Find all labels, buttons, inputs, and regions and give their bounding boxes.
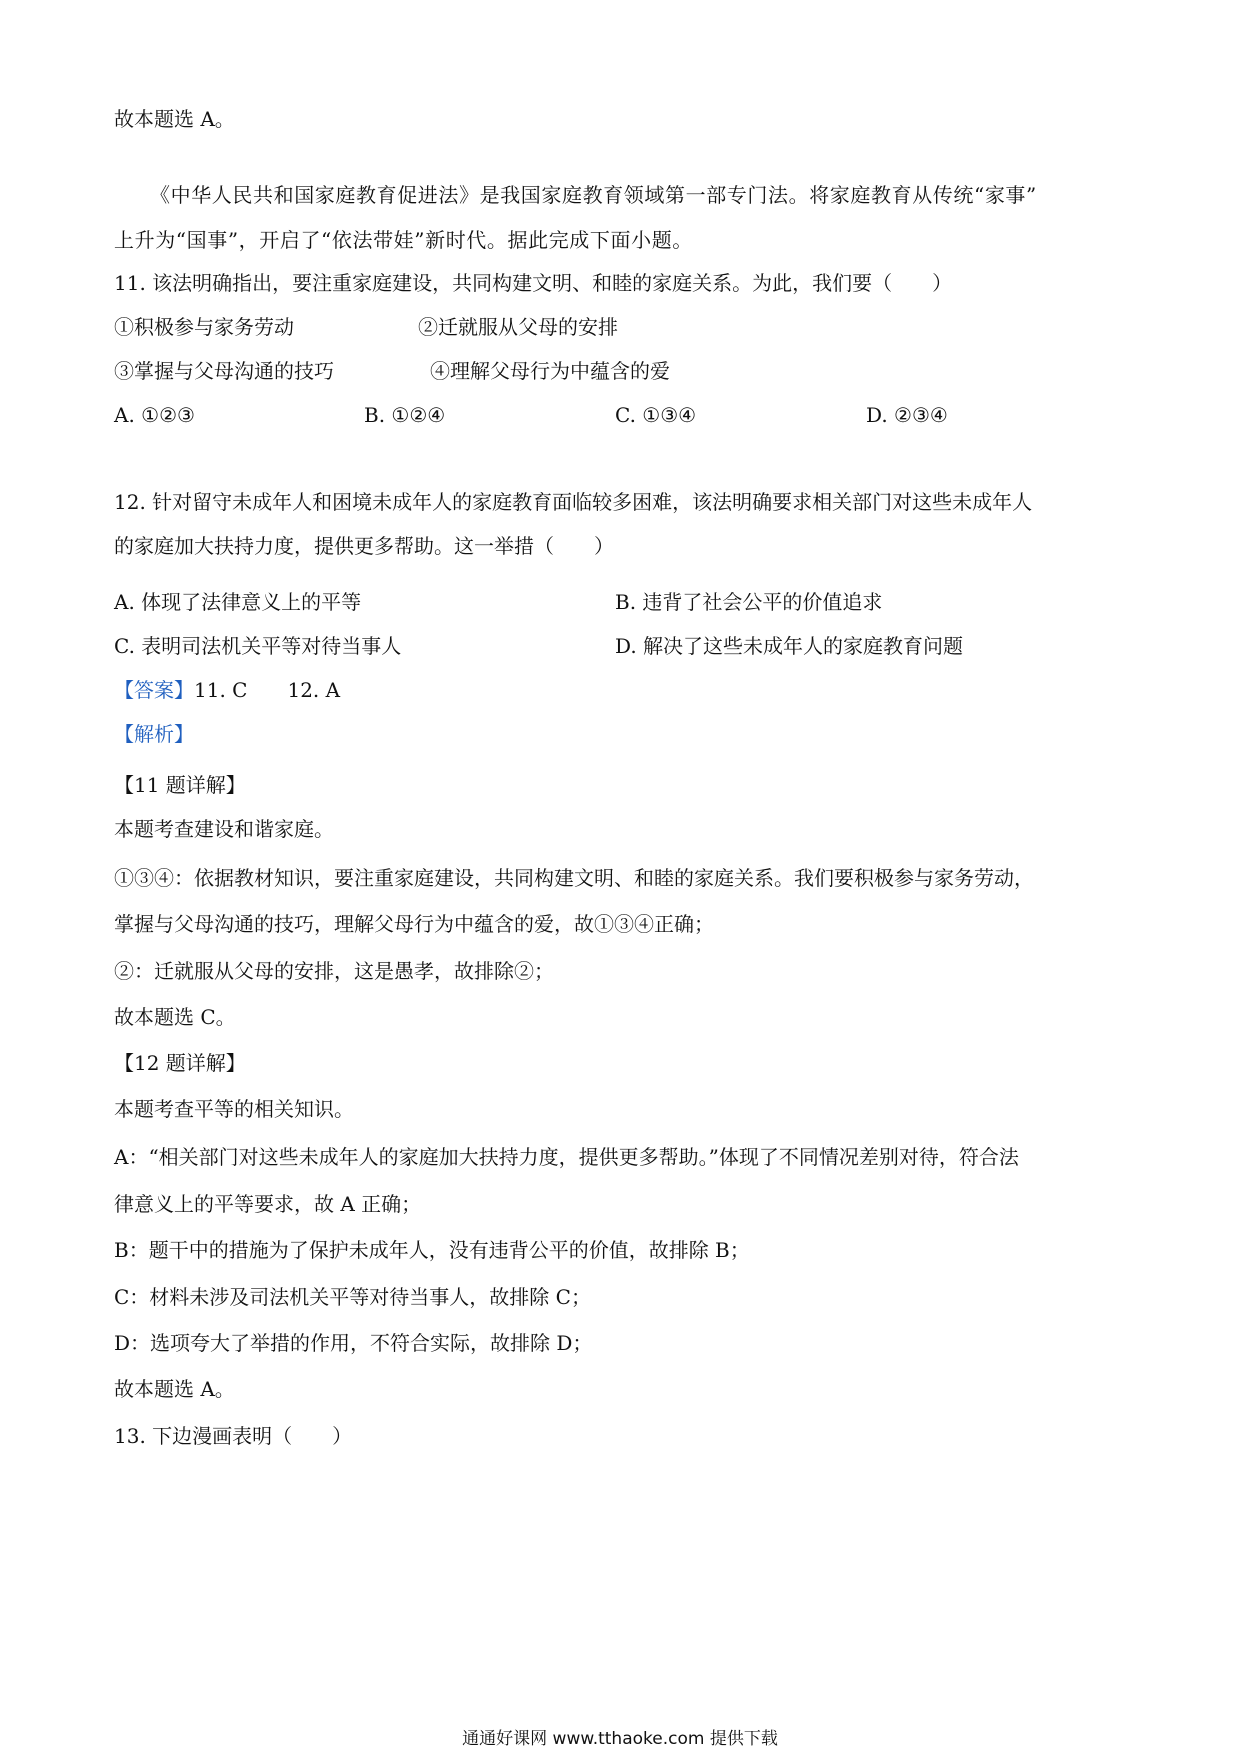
q12-option-c: C. 表明司法机关平等对待当事人: [114, 634, 402, 658]
q12-option-a: A. 体现了法律意义上的平等: [114, 590, 362, 614]
conclusion-line: 故本题选 A。: [114, 107, 235, 131]
question-13-stem: 13. 下边漫画表明（ ）: [114, 1424, 353, 1448]
intro-paragraph-line: 上升为“国事”，开启了“依法带娃”新时代。据此完成下面小题。: [114, 228, 693, 252]
page-footer: 通通好课网 www.tthaoke.com 提供下载: [462, 1729, 778, 1749]
explanation-line: 本题考查平等的相关知识。: [114, 1097, 354, 1121]
answer-label: 【答案】: [114, 678, 194, 702]
explanation-line: 故本题选 A。: [114, 1377, 235, 1401]
explanation-line: ②：迁就服从父母的安排，这是愚孝，故排除②；: [114, 959, 554, 983]
question-11-stem: 11. 该法明确指出，要注重家庭建设，共同构建文明、和睦的家庭关系。为此，我们要（ ）: [114, 271, 953, 295]
explanation-line: C：材料未涉及司法机关平等对待当事人，故排除 C；: [114, 1285, 591, 1309]
explanation-line: ①③④：依据教材知识，要注重家庭建设，共同构建文明、和睦的家庭关系。我们要积极参与家务劳动，: [114, 866, 1034, 890]
q12-option-d: D. 解决了这些未成年人的家庭教育问题: [615, 634, 964, 658]
answer-11: 11. C: [194, 678, 248, 702]
explanation-line: 本题考查建设和谐家庭。: [114, 817, 334, 841]
question-12-stem: 的家庭加大扶持力度，提供更多帮助。这一举措（ ）: [114, 534, 614, 558]
section-heading: 【11 题详解】: [114, 773, 246, 797]
question-12-stem: 12. 针对留守未成年人和困境未成年人的家庭教育面临较多困难，该法明确要求相关部门对这些未成年人: [114, 490, 1033, 514]
answer-line: [114, 676, 340, 704]
explanation-line: D：选项夸大了举措的作用，不符合实际，故排除 D；: [114, 1331, 593, 1355]
explanation-line: 掌握与父母沟通的技巧，理解父母行为中蕴含的爱，故①③④正确；: [114, 912, 714, 936]
answer-12: 12. A: [287, 678, 341, 702]
intro-paragraph-line: 《中华人民共和国家庭教育促进法》是我国家庭教育领域第一部专门法。将家庭教育从传统“家事”: [150, 183, 1037, 207]
q11-statement-1: ①积极参与家务劳动: [114, 315, 294, 339]
q11-option-b: B. ①②④: [364, 403, 446, 427]
section-heading: 【12 题详解】: [114, 1051, 246, 1075]
explanation-line: 律意义上的平等要求，故 A 正确；: [114, 1192, 422, 1216]
q11-statement-2: ②迁就服从父母的安排: [418, 315, 618, 339]
explanation-line: 故本题选 C。: [114, 1005, 236, 1029]
q11-option-d: D. ②③④: [866, 403, 948, 427]
analysis-label: 【解析】: [114, 722, 194, 746]
q11-option-a: A. ①②③: [114, 403, 195, 427]
q11-statement-3: ③掌握与父母沟通的技巧: [114, 359, 334, 383]
q11-option-c: C. ①③④: [615, 403, 697, 427]
explanation-line: B：题干中的措施为了保护未成年人，没有违背公平的价值，故排除 B；: [114, 1238, 750, 1262]
q11-statement-4: ④理解父母行为中蕴含的爱: [430, 359, 670, 383]
q12-option-b: B. 违背了社会公平的价值追求: [615, 590, 883, 614]
explanation-line: A：“相关部门对这些未成年人的家庭加大扶持力度，提供更多帮助。”体现了不同情况差别对待，符合法: [114, 1145, 1019, 1169]
